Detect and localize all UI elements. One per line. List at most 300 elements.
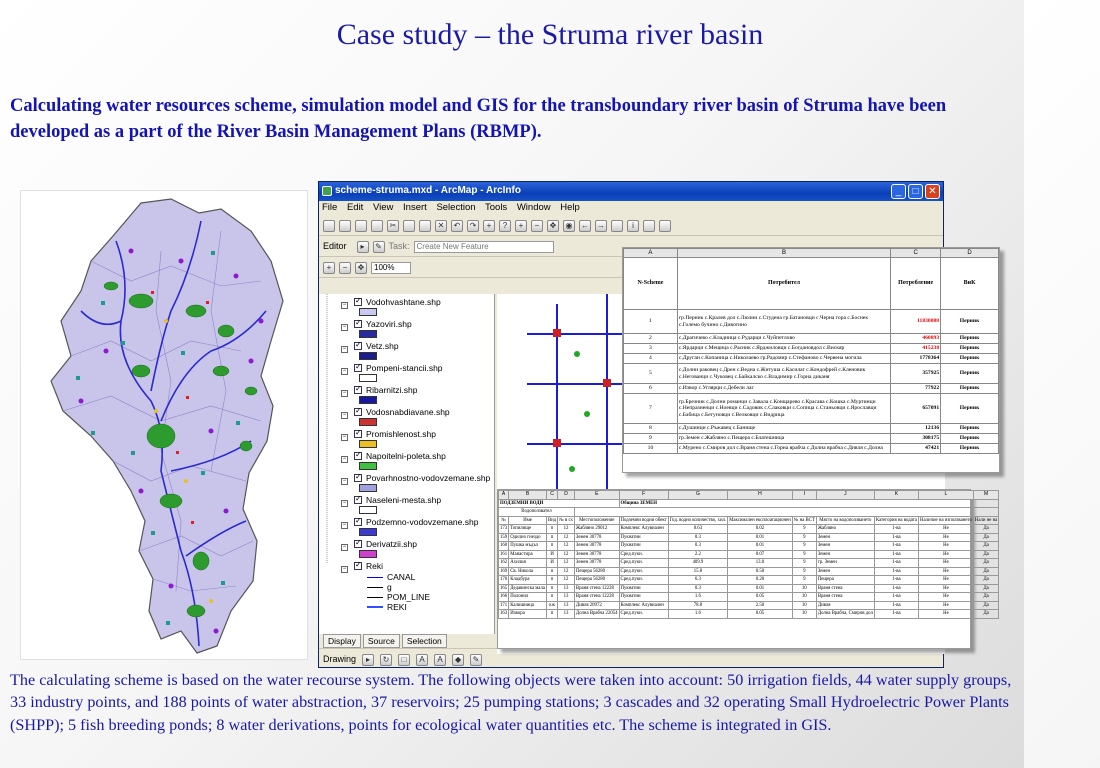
cell: 1-ва — [874, 542, 918, 551]
cell: 0.01 — [728, 533, 793, 542]
edit-tool-icon[interactable]: ▸ — [357, 241, 369, 253]
column-letter: C — [891, 249, 941, 258]
cell: 161 — [500, 551, 508, 557]
cell: 47421 — [891, 444, 941, 454]
table-row — [499, 550, 999, 559]
zoom-out-icon[interactable]: − — [531, 220, 543, 232]
cell: И — [546, 550, 557, 559]
open-folder-icon[interactable] — [339, 220, 351, 232]
cell: п — [546, 576, 557, 585]
menu-bar — [319, 202, 943, 217]
layer-row[interactable]: −✓ Yazoviri.shp — [341, 319, 412, 331]
cell: 166 — [500, 594, 508, 600]
cell: 5 — [624, 364, 678, 384]
column-letter: I — [792, 491, 816, 500]
cell: Земен 30778 — [574, 550, 619, 559]
layer-row[interactable]: −✓ Ribarnitzi.shp — [341, 385, 418, 397]
cell: Пещера — [816, 576, 874, 585]
title-row — [499, 499, 999, 508]
cell: п — [546, 567, 557, 576]
menu-edit[interactable]: Edit — [346, 202, 364, 213]
cell: Земен — [816, 567, 874, 576]
delete-icon[interactable]: ✕ — [435, 220, 447, 232]
column-letter: F — [619, 491, 668, 500]
cell: Пещера 56280 — [574, 576, 619, 585]
layer-swatch — [359, 484, 377, 492]
table-row — [624, 424, 999, 434]
layout-pan-icon[interactable]: ✥ — [355, 262, 367, 274]
cell: 9 — [792, 559, 816, 568]
line-color-icon[interactable]: ✎ — [470, 654, 482, 666]
cell: 6.3 — [668, 576, 727, 585]
group-spacer — [574, 508, 998, 517]
cut-icon[interactable]: ✂ — [387, 220, 399, 232]
cell: 162 — [500, 560, 508, 566]
cell: 1-ва — [874, 525, 918, 534]
cell: Дивля — [816, 601, 874, 610]
cell: 357925 — [891, 364, 941, 384]
layer-row[interactable]: −✓ Derivatzii.shp — [341, 539, 417, 551]
cell: Перник — [941, 434, 999, 444]
cell: 12136 — [891, 424, 941, 434]
tab-display[interactable]: Display — [323, 634, 361, 648]
cell: 12 — [558, 550, 575, 559]
table-row — [499, 610, 999, 619]
cell: Жабляно 29012 — [574, 525, 619, 534]
cell: 10 — [792, 593, 816, 602]
text-icon[interactable]: A — [416, 654, 428, 666]
task-dropdown[interactable]: Create New Feature — [414, 241, 554, 253]
rotate-icon[interactable]: ↻ — [380, 654, 392, 666]
sketch-tool-icon[interactable]: ✎ — [373, 241, 385, 253]
table-row — [499, 559, 999, 568]
table-row — [499, 576, 999, 585]
cell: Не — [918, 584, 973, 593]
cell: 12 — [558, 559, 575, 568]
window-titlebar — [319, 182, 943, 201]
cell: 10 — [792, 584, 816, 593]
cell: 0.07 — [728, 550, 793, 559]
layer-row[interactable]: −✓ Povarhnostno-vodovzemane.shp — [341, 473, 490, 485]
table-row — [624, 444, 999, 454]
legend-item: g — [367, 582, 392, 592]
header-cell: Максимален експлоатационен — [729, 517, 791, 523]
legend-item: REKI — [367, 602, 407, 612]
cell: 2 — [624, 334, 678, 344]
cell: 9 — [792, 576, 816, 585]
header-cell: ВиК — [941, 258, 999, 310]
cell: п — [546, 542, 557, 551]
column-letter: L — [918, 491, 973, 500]
layer-row[interactable]: −✓ Naseleni-mesta.shp — [341, 495, 441, 507]
add-data-icon[interactable]: + — [483, 220, 495, 232]
cell: Земен — [816, 550, 874, 559]
layer-row[interactable]: −✓ Podzemno-vodovzemane.shp — [341, 517, 478, 529]
cell: 1-ва — [874, 601, 918, 610]
table-row — [624, 394, 999, 424]
header-cell: N-Scheme — [624, 258, 678, 310]
cell: 13 — [558, 593, 575, 602]
cell: 0.20 — [728, 576, 793, 585]
cell: Не — [918, 593, 973, 602]
table-row — [624, 384, 999, 394]
groundwater-table — [498, 490, 999, 619]
cell: 12 — [558, 567, 575, 576]
find-icon[interactable] — [643, 220, 655, 232]
slide-title: Case study – the Struma river basin — [336, 18, 764, 51]
cell: Сред.пукн. — [619, 567, 668, 576]
cell: Земен 30778 — [574, 559, 619, 568]
cell: Да — [973, 567, 998, 576]
cell: Не — [918, 601, 973, 610]
cell: 165 — [500, 585, 508, 591]
menu-window[interactable]: Window — [516, 202, 551, 213]
intro-paragraph: Calculating water resources scheme, simulation model and GIS for the transboundary river basin of Struma have been developed as a part of the River Basin Management Plans (RBMP). — [10, 96, 947, 142]
standard-toolbar — [319, 218, 943, 236]
cell: Пукнатин — [619, 584, 668, 593]
cell: 460893 — [891, 334, 941, 344]
cell: Да — [973, 525, 998, 534]
cell: Манастира — [509, 550, 547, 559]
layer-swatch — [359, 528, 377, 536]
cell: Св. Никола — [509, 567, 547, 576]
layer-swatch — [359, 308, 377, 316]
header-cell: № в сх — [559, 517, 573, 523]
cell: Пушка мъдъл — [509, 542, 547, 551]
cell: Сред.пукн. — [619, 550, 668, 559]
cell: 0.3 — [668, 584, 727, 593]
toc-tabs — [323, 634, 447, 648]
column-letter: A — [499, 491, 509, 500]
cell: 13 — [558, 601, 575, 610]
column-letter: A — [624, 249, 678, 258]
cell: Калишница — [509, 601, 547, 610]
cell: 1.6 — [668, 593, 727, 602]
help-pointer-icon[interactable]: ? — [499, 220, 511, 232]
tab-source[interactable]: Source — [363, 634, 400, 648]
cell: 15.8 — [668, 567, 727, 576]
cell: Дивля 20972 — [574, 601, 619, 610]
cell: Не — [918, 576, 973, 585]
layer-row[interactable]: −✓ Reki — [341, 561, 383, 573]
cell: Долна Врабча, Смиров дол — [817, 611, 873, 617]
header-cell: Място на водоползването — [816, 516, 874, 525]
cell: Да — [973, 559, 998, 568]
cell: 0.3 — [668, 542, 727, 551]
layout-zoom-out-icon[interactable]: − — [339, 262, 351, 274]
cell: Одилио гнездо — [509, 533, 547, 542]
cell: Сред.пукн. — [619, 576, 668, 585]
layer-swatch — [359, 374, 377, 382]
tab-selection[interactable]: Selection — [402, 634, 447, 648]
cell: с.Долни раковец с.Дрен с.Ведна с.Житуша с.Касилаг с.Кондофрей с.Кленовик с.Негованци с.Чуковец с.Байкалско с.Владимир с.Горна диканя — [677, 364, 890, 384]
cell: 4 — [624, 354, 678, 364]
cell: Земен — [816, 542, 874, 551]
cell: Перник — [941, 364, 999, 384]
cell: 0.50 — [728, 567, 793, 576]
column-letter: B — [509, 491, 547, 500]
struma-basin-map — [20, 190, 308, 660]
layer-row[interactable]: −✓ Napoitelni-poleta.shp — [341, 451, 446, 463]
table-row — [624, 344, 999, 354]
cell: 0.01 — [728, 584, 793, 593]
cell: гр.Земен с.Жабляно с.Пещера с.Блатешница — [677, 434, 890, 444]
layer-row[interactable]: −✓ Vodosnabdiavane.shp — [341, 407, 450, 419]
layer-row[interactable]: −✓ Vodohvashtane.shp — [341, 297, 441, 309]
cell: 1-ва — [874, 533, 918, 542]
cell: 10 — [792, 610, 816, 619]
cell: Сред.пукн. — [619, 610, 668, 619]
paste-icon[interactable] — [419, 220, 431, 232]
cell: Перник — [941, 310, 999, 334]
task-label: Task: — [388, 241, 410, 251]
cell: Перник — [941, 344, 999, 354]
cell: п — [546, 584, 557, 593]
cell: 12 — [558, 576, 575, 585]
cell: Не — [918, 542, 973, 551]
menu-file[interactable]: File — [322, 202, 338, 213]
header-cell: Категория на водата — [875, 517, 917, 523]
maximize-button[interactable]: □ — [908, 184, 923, 199]
cell: Извора — [509, 610, 547, 619]
column-letter: D — [941, 249, 999, 258]
layer-swatch — [359, 462, 377, 470]
cell: 173 — [500, 526, 508, 532]
cell: Земен 30778 — [574, 542, 619, 551]
group-header-row — [499, 508, 999, 517]
cell: 9 — [792, 550, 816, 559]
layout-zoom-in-icon[interactable]: + — [323, 262, 335, 274]
title-left: ПОДЗЕМНИ ВОДИ — [499, 499, 620, 508]
header-cell: № — [499, 516, 509, 525]
cell: Сред.пукн. — [619, 559, 668, 568]
cell: 169 — [500, 568, 508, 574]
layer-swatch — [359, 330, 377, 338]
rectangle-icon[interactable]: □ — [398, 654, 410, 666]
drawing-toolbar — [319, 648, 943, 669]
cell: 1-ва — [874, 567, 918, 576]
editor-menu[interactable]: Editor — [323, 241, 347, 251]
menu-help[interactable]: Help — [560, 202, 580, 213]
layer-row[interactable]: −✓ Vetz.shp — [341, 341, 399, 353]
cell: 9 — [792, 533, 816, 542]
header-cell: Потребление — [891, 258, 941, 310]
zoom-level-box[interactable]: 100% — [371, 262, 411, 274]
cell: 1-ва — [874, 576, 918, 585]
title-right: Община ЗЕМЕН — [619, 499, 999, 508]
cell: с.Мурено с.Смиров дол с.Враня стена с.Горна врабча с.Долна врабча с.Дивля с.Долна — [677, 444, 890, 454]
measure-icon[interactable] — [659, 220, 671, 232]
cell: 170 — [500, 577, 508, 583]
cell: Да — [973, 550, 998, 559]
window-title: scheme-struma.mxd - ArcMap - ArcInfo — [335, 185, 521, 196]
consumers-spreadsheet — [622, 247, 1000, 473]
header-cell: № на ВСТ — [793, 517, 815, 523]
table-row — [624, 364, 999, 384]
cell: 0.05 — [728, 593, 793, 602]
cell: Кладбура — [509, 576, 547, 585]
cell: Комплекс Алувиален — [619, 601, 668, 610]
cell: 0.01 — [728, 542, 793, 551]
fill-color-icon[interactable]: ◆ — [452, 654, 464, 666]
table-row — [499, 593, 999, 602]
cell: Да — [973, 593, 998, 602]
copy-icon[interactable] — [403, 220, 415, 232]
redo-icon[interactable]: ↷ — [467, 220, 479, 232]
cell: 0.02 — [728, 525, 793, 534]
cell: 2.50 — [728, 601, 793, 610]
cell: Перник — [941, 384, 999, 394]
cell: п — [546, 593, 557, 602]
layer-swatch — [359, 352, 377, 360]
cell: Комплекс Алувиален — [619, 525, 668, 534]
menu-insert[interactable]: Insert — [403, 202, 427, 213]
table-row — [499, 567, 999, 576]
cell: Не — [918, 533, 973, 542]
cell: Да — [973, 533, 998, 542]
cell: п — [546, 525, 557, 534]
back-extent-icon[interactable]: ← — [581, 221, 589, 230]
cell: Враня стена 12228 — [574, 593, 619, 602]
cell: п — [546, 533, 557, 542]
cell: Топилище — [509, 525, 547, 534]
cell: 6 — [624, 384, 678, 394]
cell: 171 — [500, 602, 508, 608]
consumers-table — [623, 248, 999, 454]
cell: 1-ва — [874, 593, 918, 602]
cell: Враня стена — [816, 584, 874, 593]
full-extent-icon[interactable]: ◉ — [563, 220, 575, 232]
legend-item: POM_LINE — [367, 592, 430, 602]
table-row — [499, 584, 999, 593]
save-icon[interactable] — [355, 220, 367, 232]
layer-swatch — [359, 418, 377, 426]
select-features-icon[interactable] — [611, 220, 623, 232]
cell: 12 — [558, 525, 575, 534]
cell: Да — [973, 576, 998, 585]
menu-view[interactable]: View — [372, 202, 394, 213]
column-letter: B — [677, 249, 890, 258]
cell: Перник — [941, 334, 999, 344]
cell: гр.Брезник с.Долни романци с.Завала с.Конщарево с.Красава с.Кошка с.Муртинци с.Непразненци с.Ноевци с.Садовик с.Слаковци с.Сопица с.Станьовци с.Ярославци с.Бабица с.Бегуновци с.Велковци с.Видрица — [677, 394, 890, 424]
cell: 163 — [500, 611, 508, 617]
column-letter: H — [728, 491, 793, 500]
undo-icon[interactable]: ↶ — [451, 220, 463, 232]
header-cell: Наличие на използването — [919, 517, 972, 523]
cell: 78.8 — [668, 601, 727, 610]
cell: 7 — [624, 394, 678, 424]
cell: п — [546, 610, 557, 619]
layer-swatch — [359, 550, 377, 558]
cell: гр.Перник с.Кралев дол с.Люлин с.Студена гр.Батановци с.Черна гора с.Боснек с.Големо бучино с.Дивотино — [677, 310, 890, 334]
cell: Полонил — [509, 593, 547, 602]
cell: кж — [546, 601, 557, 610]
cell: гр. Земен — [816, 559, 874, 568]
cell: с.Друган с.Копаница с.Николаево гр.Радомир с.Стефаново с.Червена могила — [677, 354, 890, 364]
table-row — [499, 533, 999, 542]
cell: 13 — [558, 584, 575, 593]
layer-row[interactable]: −✓ Pompeni-stancii.shp — [341, 363, 443, 375]
cell: Пукнатин — [619, 533, 668, 542]
menu-selection[interactable]: Selection — [436, 202, 476, 213]
header-cell: Местоположение — [574, 516, 619, 525]
table-row — [499, 525, 999, 534]
cell: 8 — [624, 424, 678, 434]
font-color-icon[interactable]: A — [434, 654, 446, 666]
cell: с.Извор с.Углярци с.Дебели лаг — [677, 384, 890, 394]
header-row — [499, 516, 999, 525]
table-row — [624, 434, 999, 444]
table-row — [624, 354, 999, 364]
cell: И — [546, 559, 557, 568]
cell: Перник — [941, 354, 999, 364]
cell: 0.3 — [668, 533, 727, 542]
cell: Да — [973, 584, 998, 593]
close-button[interactable]: ✕ — [925, 184, 940, 199]
cell: Враня стена 12228 — [574, 584, 619, 593]
new-document-icon[interactable] — [323, 220, 335, 232]
print-icon[interactable] — [371, 220, 383, 232]
layer-swatch — [359, 440, 377, 448]
layer-swatch — [359, 396, 377, 404]
legend-item: CANAL — [367, 572, 415, 582]
column-letter: J — [816, 491, 874, 500]
table-row — [624, 310, 999, 334]
menu-tools[interactable]: Tools — [485, 202, 508, 213]
cell: 0.05 — [728, 610, 793, 619]
layer-row[interactable]: −✓ Promishlenost.shp — [341, 429, 436, 441]
cell: Не — [918, 610, 973, 619]
header-cell: Вид — [547, 517, 557, 523]
group-header: Водоползвател — [499, 508, 575, 517]
cell: 1778364 — [891, 354, 941, 364]
cell: 657091 — [891, 394, 941, 424]
select-elements-icon[interactable]: ▸ — [362, 654, 374, 666]
identify-icon[interactable]: i — [627, 220, 639, 232]
column-letter: D — [558, 491, 575, 500]
cell: Перник — [941, 444, 999, 454]
column-letters-row — [499, 491, 999, 500]
cell: 1-ва — [874, 584, 918, 593]
minimize-button[interactable]: _ — [891, 184, 906, 199]
zoom-in-icon[interactable]: + — [515, 220, 527, 232]
cell: 0.63 — [668, 525, 727, 534]
layer-swatch — [359, 506, 377, 514]
cell: Да — [973, 610, 998, 619]
drawing-menu[interactable]: Drawing — [323, 654, 357, 664]
cell: Не — [918, 525, 973, 534]
cell: 10 — [624, 444, 678, 454]
cell: 13 — [558, 610, 575, 619]
cell: 12 — [558, 533, 575, 542]
forward-extent-icon[interactable]: → — [597, 221, 605, 230]
header-cell: Год. водно количество, хил. — [669, 517, 727, 523]
cell: Не — [918, 550, 973, 559]
table-of-contents — [319, 294, 495, 634]
cell: с.Душинци с.Ръжавец с.Банище — [677, 424, 890, 434]
cell: Не — [918, 567, 973, 576]
cell: 3 — [624, 344, 678, 354]
cell: Да — [973, 601, 998, 610]
cell: 2.2 — [668, 550, 727, 559]
pan-icon[interactable]: ✥ — [547, 220, 559, 232]
header-cell: Потребител — [677, 258, 890, 310]
cell: 160 — [500, 543, 508, 549]
header-cell: Име — [509, 516, 547, 525]
cell: Земен — [816, 533, 874, 542]
cell: Пукнатин — [619, 593, 668, 602]
cell: Дедавинска мала — [510, 585, 545, 591]
